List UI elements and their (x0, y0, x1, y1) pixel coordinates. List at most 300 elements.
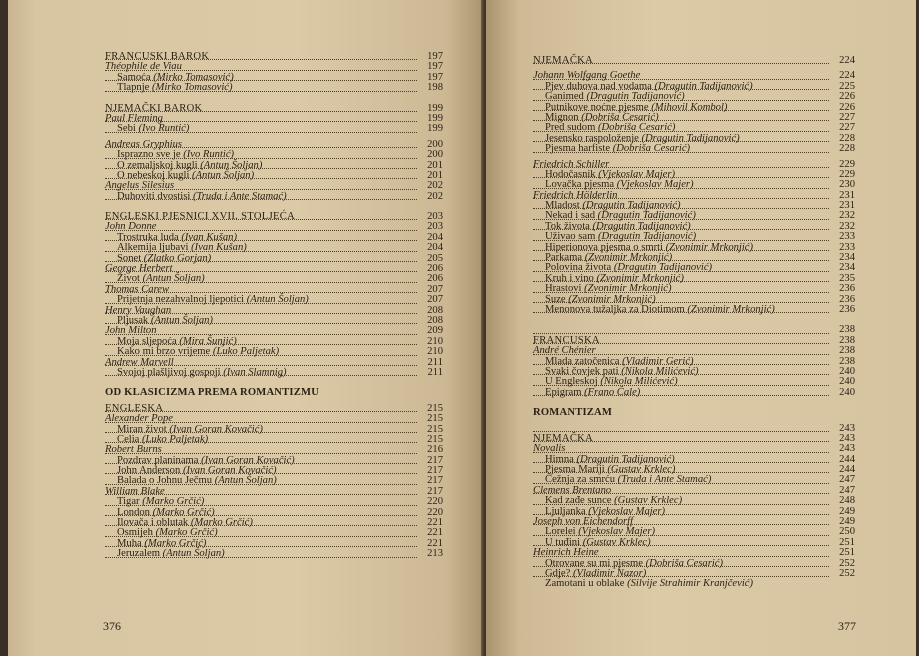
entry-title-text: Ljuljanka (545, 505, 586, 517)
translator-name: (Dobriša Cesarić) (612, 143, 691, 155)
entry-title-text: Clemens Brentano (533, 484, 612, 496)
entry-title-text: Pjev duhova nad vodama (545, 80, 652, 92)
page-number: 197 (427, 61, 443, 73)
translator-name: (Ivan Kušan) (181, 231, 237, 243)
page-number: 229 (839, 158, 855, 170)
page-number: 201 (427, 169, 443, 181)
toc-entry-title (545, 143, 693, 154)
entry-title-text: O zemaljskoj kugli (117, 159, 198, 171)
translator-name: (Dragutin Tadijanović) (654, 80, 753, 92)
translator-name: (Gustav Krklec) (607, 464, 676, 476)
entry-title-text: Suze (545, 293, 566, 305)
page-number: 206 (427, 273, 443, 285)
translator-name: (Ivo Runtić) (183, 149, 235, 161)
entry-title-text: William Blake (105, 485, 165, 497)
entry-title-text: George Herbert (105, 263, 173, 275)
page-number: 238 (839, 345, 855, 357)
entry-title-text: Parkama (545, 252, 583, 264)
page-number: 240 (839, 365, 855, 377)
page-number: 203 (427, 211, 443, 223)
toc-entry-title (545, 122, 678, 133)
toc-entry-title (533, 70, 643, 81)
toc-entry-title (117, 191, 290, 202)
entry-title-text: NJEMAČKA (533, 432, 594, 444)
toc-entry (533, 144, 855, 154)
page-number: 230 (839, 179, 855, 191)
entry-title-text: Sonet (117, 252, 142, 264)
entry-title-text: Isprazno sve je (117, 149, 181, 161)
entry-title-text: Polovina života (545, 262, 612, 274)
page-number: 215 (427, 433, 443, 445)
page-number: 209 (427, 325, 443, 337)
page-number: 243 (839, 432, 855, 444)
toc-entry-title (545, 376, 681, 387)
toc-entry-title (117, 548, 228, 559)
toc-entry-title (545, 91, 688, 102)
translator-name: (Vladimir Nazor) (572, 567, 647, 579)
entry-title-text: Kruh i vino (545, 272, 594, 284)
entry-title-text: Samoća (117, 71, 151, 83)
toc-entry-title (117, 367, 290, 378)
entry-title-text: Pozdrav planinama (117, 454, 199, 466)
translator-name: (Antun Šoljan) (200, 159, 263, 171)
page-number: 252 (839, 557, 855, 569)
translator-name: (Ivan Kušan) (191, 242, 247, 254)
entry-title-text: Tlapnje (117, 82, 150, 94)
toc-entry (105, 549, 443, 559)
right-toc (533, 56, 855, 590)
page-number: 217 (427, 454, 443, 466)
entry-title-text: FRANCUSKA (533, 334, 600, 346)
page-number: 228 (839, 143, 855, 155)
toc-entry-title (533, 324, 536, 335)
page-number: 211 (427, 366, 443, 378)
page-number: 233 (839, 241, 855, 253)
toc-entry-title (117, 346, 282, 357)
page-number: 248 (839, 495, 855, 507)
translator-name: (Antun Šoljan) (142, 273, 205, 285)
toc-entry-title (117, 160, 265, 171)
translator-name: (Gustav Krklec) (614, 495, 683, 507)
translator-name: (Dragutin Tadijanović) (597, 210, 696, 222)
entry-title-text: London (117, 506, 150, 518)
page-number: 213 (427, 548, 443, 560)
entry-title-text: Kako mi brzo vrijeme (117, 346, 211, 358)
toc-entry-title (545, 474, 714, 485)
entry-title-text: Ilovača i oblutak (117, 517, 189, 529)
page-number: 205 (427, 252, 443, 264)
toc-entry-title (545, 506, 668, 517)
page-number: 243 (839, 422, 855, 434)
page-number: 224 (839, 55, 855, 66)
entry-title-text: Prijetnja nezahvalnoj ljepotici (117, 294, 245, 306)
entry-title-text: Hiperionova pjesma o smrti (545, 241, 663, 253)
entry-title-text: Celia (117, 433, 140, 445)
page-number: 228 (839, 132, 855, 144)
dot-leader (533, 431, 829, 432)
entry-title-text: NJEMAČKI BAROK (105, 102, 203, 114)
toc-entry-title (533, 423, 536, 434)
translator-name: (Mirko Tomasović) (153, 71, 234, 83)
entry-title-text: Henry Vaughan (105, 304, 172, 316)
page-number: 227 (839, 122, 855, 134)
toc-entry-title (545, 294, 659, 305)
translator-name: (Silvije Strahimir Kranjčević) (627, 578, 754, 590)
toc-entry-title (533, 547, 602, 558)
page-number: 204 (427, 242, 443, 254)
entry-title-text: Novalis (533, 443, 566, 455)
entry-title-text: Théophile de Viau (105, 61, 182, 73)
right-page-number: 377 (838, 619, 856, 633)
translator-name: (Luko Paljetak) (212, 346, 280, 358)
entry-title-text: Zamotani u oblake (545, 578, 625, 590)
page-number: 207 (427, 283, 443, 295)
page-number: 238 (839, 355, 855, 367)
page-number: 240 (839, 376, 855, 388)
toc-entry-title (117, 527, 221, 538)
translator-name: (Vjekoslav Majer) (588, 505, 666, 517)
entry-title-text: NJEMAČKA (533, 55, 594, 66)
entry-title-text: Himna (545, 453, 574, 465)
translator-name: (Antun Šoljan) (162, 548, 225, 560)
toc-entry-title (117, 123, 192, 134)
toc-entry (105, 83, 443, 93)
page-number: 236 (839, 283, 855, 295)
entry-title-text: Život (117, 273, 140, 285)
entry-title-text: Čežnja za smrću (545, 474, 616, 486)
translator-name: (Dobriša Cesarić) (581, 111, 659, 123)
page-number: 220 (427, 506, 443, 518)
toc-entry-title (105, 61, 185, 72)
right-page (486, 0, 916, 656)
entry-title-text: Friedrich Schiller (533, 158, 610, 170)
page-number: 227 (839, 111, 855, 123)
toc-entry-title (105, 387, 322, 398)
toc-entry-title (545, 387, 643, 398)
page-number: 251 (839, 547, 855, 559)
entry-title-text: Pred sudom (545, 122, 596, 134)
toc-part-heading (105, 388, 443, 398)
translator-name: (Ivan Goran Kovačić) (169, 423, 263, 435)
translator-name: (Mirko Tomasović) (152, 82, 233, 94)
page-number: 200 (427, 138, 443, 150)
translator-name: (Vladimir Gerić) (622, 355, 694, 367)
translator-name: (Ivan Slamnig) (223, 366, 287, 378)
entry-title-text: Tok života (545, 220, 590, 232)
translator-name: (Vjekoslav Majer) (578, 526, 656, 538)
page-number: 211 (427, 356, 443, 368)
entry-title-text: Paul Fleming (105, 112, 163, 124)
toc-part-heading (533, 408, 855, 418)
entry-title-text: Johann Wolfgang Goethe (533, 70, 641, 82)
entry-title-text: Epigram (545, 386, 582, 398)
translator-name: (Dobriša Cesarić) (597, 122, 676, 134)
toc-entry-title (117, 82, 236, 93)
left-page (8, 0, 484, 656)
toc-entry-title (545, 102, 730, 113)
page-number: 200 (427, 149, 443, 161)
page-number: 233 (839, 231, 855, 243)
page-number: 202 (427, 180, 443, 192)
toc-entry-title (117, 424, 266, 435)
toc-entry-title (117, 242, 250, 253)
entry-title-text: André Chénier (533, 345, 596, 357)
toc-entry-title (117, 507, 218, 518)
page-number: 226 (839, 101, 855, 113)
translator-name: (Dragutin Tadijanović) (576, 453, 675, 465)
entry-title-text: Mignon (545, 111, 579, 123)
page-number: 198 (427, 82, 443, 94)
translator-name: (Zvonimir Mrkonjić) (665, 241, 754, 253)
page-number: 224 (839, 70, 855, 82)
translator-name: (Marko Grčić) (152, 506, 215, 518)
toc-entry-title (117, 294, 312, 305)
page-number: 206 (427, 263, 443, 275)
entry-title-text: Jeruzalem (117, 548, 160, 560)
page-number: 220 (427, 496, 443, 508)
left-page-number: 376 (103, 619, 121, 633)
entry-title-text: Lovačka pjesma (545, 179, 615, 191)
entry-title-text: Pjesma harfiste (545, 143, 611, 155)
translator-name: (Antun Šoljan) (246, 294, 309, 306)
translator-name: (Marko Grčić) (142, 496, 205, 508)
toc-entry-title (545, 526, 658, 537)
page-number: 234 (839, 252, 855, 264)
entry-title-text: Ganimed (545, 91, 584, 103)
entry-title-text: John Anderson (117, 465, 181, 477)
page-number: 210 (427, 335, 443, 347)
translator-name: (Dragutin Tadijanović) (641, 132, 740, 144)
translator-name: (Luko Paljetak) (142, 433, 209, 445)
page-number: 221 (427, 527, 443, 539)
dot-leader (533, 452, 829, 453)
toc-entry-title (105, 305, 174, 316)
entry-title-text: ROMANTIZAM (533, 407, 613, 419)
translator-name: (Zlatko Gorjan) (143, 252, 212, 264)
translator-name: (Zvonimir Mrkonjić) (687, 303, 775, 315)
entry-title-text: Kad zađe sunce (545, 495, 612, 507)
page-number: 232 (839, 210, 855, 222)
toc-entry-title (105, 413, 176, 424)
page-number: 250 (839, 526, 855, 538)
entry-title-text: Pljusak (117, 314, 149, 326)
toc-entry (105, 368, 443, 378)
toc-entry-title (105, 103, 206, 114)
entry-title-text: Svojoj plašljivoj gospoji (117, 366, 221, 378)
toc-entry (105, 192, 443, 202)
page-number: 247 (839, 474, 855, 486)
page-number: 217 (427, 465, 443, 477)
entry-title-text: Muha (117, 537, 142, 549)
page-number: 199 (427, 123, 443, 135)
page-number: 249 (839, 505, 855, 517)
translator-name: (Marko Grčić) (155, 527, 218, 539)
page-number: 199 (427, 112, 443, 124)
entry-title-text: Mladost (545, 200, 580, 212)
toc-entry-title (545, 179, 697, 190)
page-number: 217 (427, 485, 443, 497)
toc-entry-title (117, 273, 208, 284)
toc-entry-title (117, 149, 237, 160)
translator-name: (Antun Šoljan) (192, 169, 255, 181)
entry-title-text: Tigar (117, 496, 140, 508)
dot-leader (533, 333, 829, 334)
translator-name: (Marko Grčić) (190, 517, 253, 529)
entry-title-text: Robert Burns (105, 444, 162, 456)
page-number: 234 (839, 262, 855, 274)
page-number: 231 (839, 189, 855, 201)
entry-title-text: Jesensko raspoloženje (545, 132, 639, 144)
page-number: 252 (839, 567, 855, 579)
translator-name: (Truda i Ante Stamać) (617, 474, 712, 486)
translator-name: (Truda i Ante Stamać) (192, 190, 287, 202)
translator-name: (Dragutin Tadijanović) (582, 200, 681, 212)
toc-entry (533, 579, 855, 589)
entry-title-text: Duhoviti dvostisi (117, 190, 191, 202)
entry-title-text: Moja sljepoća (117, 335, 177, 347)
toc-spacer (533, 315, 855, 325)
page-number: 221 (427, 537, 443, 549)
translator-name: (Ivo Runtić) (138, 123, 190, 135)
page-number: 247 (839, 484, 855, 496)
toc-entry-title (105, 180, 177, 191)
entry-title-text: U Engleskoj (545, 376, 598, 388)
page-number: 251 (839, 536, 855, 548)
translator-name: (Zvonimir Mrkonjić) (568, 293, 656, 305)
translator-name: (Mihovil Kombol) (651, 101, 728, 113)
page-number: 231 (839, 200, 855, 212)
toc-entry (533, 305, 855, 315)
entry-title-text: Trostruka luda (117, 231, 179, 243)
page-number: 236 (839, 293, 855, 305)
page-number: 243 (839, 443, 855, 455)
page-number: 221 (427, 517, 443, 529)
translator-name: (Marko Grčić) (144, 537, 207, 549)
page-number: 225 (839, 80, 855, 92)
translator-name: (Frano Čale) (584, 386, 641, 398)
translator-name: (Nikola Milićević) (621, 365, 699, 377)
translator-name: (Ivan Goran Kovačić) (182, 465, 277, 477)
entry-title-text: Mlada zatočenica (545, 355, 620, 367)
page-number: 244 (839, 464, 855, 476)
entry-title-text: Uživao sam (545, 231, 596, 243)
toc-entry-title (545, 231, 699, 242)
page-number: 229 (839, 168, 855, 180)
entry-title-text: Friedrich Hölderlin (533, 189, 618, 201)
page-number: 226 (839, 91, 855, 103)
page-number: 240 (839, 386, 855, 398)
page-number: 217 (427, 475, 443, 487)
translator-name: (Dragutin Tadijanović) (597, 231, 697, 243)
translator-name: (Antun Šoljan) (150, 314, 213, 326)
entry-title-text: Hrastovi (545, 283, 582, 295)
toc-entry-title (105, 221, 159, 232)
page-number: 249 (839, 516, 855, 528)
entry-title-text: Miran život (117, 423, 167, 435)
page-number: 244 (839, 453, 855, 465)
translator-name: (Dragutin Tadijanović) (586, 91, 685, 103)
toc-entry-title (545, 578, 756, 589)
entry-title-text: FRANCUSKI BAROK (105, 51, 210, 62)
entry-title-text: Menonova tužaljka za Diotimom (545, 303, 685, 315)
entry-title-text: O nebeskoj kugli (117, 169, 190, 181)
toc-entry-title (117, 475, 280, 486)
toc-entry (105, 124, 443, 134)
toc-entry-title (117, 253, 214, 264)
toc-entry-title (545, 283, 675, 294)
page-number: 208 (427, 314, 443, 326)
entry-title-text: Angelus Silesius (105, 180, 175, 192)
page-number: 232 (839, 220, 855, 232)
entry-title-text: OD KLASICIZMA PREMA ROMANTIZMU (105, 387, 320, 399)
page-number: 238 (839, 334, 855, 346)
toc-entry-title (545, 304, 778, 315)
toc-section-heading (533, 56, 855, 66)
page-number: 203 (427, 221, 443, 233)
page-number: 197 (427, 51, 443, 62)
toc-entry-title (545, 262, 715, 273)
page-number: 199 (427, 102, 443, 114)
toc-entry-title (545, 558, 726, 569)
entry-title-text: Lorelei (545, 526, 576, 538)
page-number: 235 (839, 272, 855, 284)
translator-name: (Zvonimir Mrkonjić) (596, 272, 684, 284)
page-number: 197 (427, 71, 443, 83)
entry-title-text: Thomas Carew (105, 283, 170, 295)
entry-title-text: Sebi (117, 123, 136, 135)
toc-entry-title (533, 443, 568, 454)
toc-entry-title (545, 210, 699, 221)
translator-name: (Mira Šunjić) (179, 335, 237, 347)
toc-entry-title (105, 325, 160, 336)
page-number: 201 (427, 159, 443, 171)
entry-title-text: ENGLESKA (105, 402, 164, 414)
entry-title-text: Putnikove noćne pjesme (545, 101, 649, 113)
translator-name: (Ivan Goran Kovačić) (201, 454, 295, 466)
translator-name: (Antun Šoljan) (214, 475, 277, 487)
toc-section-heading (533, 434, 855, 444)
toc-entry-title (105, 357, 177, 368)
page-number: 207 (427, 294, 443, 306)
page-number: 215 (427, 402, 443, 414)
translator-name: (Nikola Milićević) (600, 376, 678, 388)
page-number: 210 (427, 346, 443, 358)
entry-title-text: Svaki čovjek pati (545, 365, 619, 377)
page-number: 208 (427, 304, 443, 316)
toc-entry-title (545, 242, 756, 253)
entry-title-text: Andrew Marvell (105, 356, 174, 368)
translator-name: (Gustav Krklec) (582, 536, 651, 548)
translator-name: (Zvonimir Mrkonjić) (584, 252, 673, 264)
left-toc (105, 52, 443, 560)
page-number: 204 (427, 231, 443, 243)
page-number: 238 (839, 324, 855, 336)
translator-name: (Dobriša Cesarić) (645, 557, 724, 569)
toc-entry-title (545, 356, 697, 367)
entry-title-text: Balada o Johnu Ječmu (117, 475, 213, 487)
entry-title-text: Otrovane su mi pjesme (545, 557, 643, 569)
translator-name: (Zvonimir Mrkonjić) (584, 283, 672, 295)
entry-title-text: Alkemija ljubavi (117, 242, 189, 254)
entry-title-text: ENGLESKI PJESNICI XVII. STOLJEĆA (105, 211, 296, 223)
toc-entry-title (533, 159, 612, 170)
entry-title-text: John Donne (105, 221, 157, 233)
entry-title-text: Alexander Pope (105, 413, 173, 425)
entry-title-text: Hodočasnik (545, 168, 596, 180)
entry-title-text: Andreas Gryphius (105, 138, 182, 150)
entry-title-text: Heinrich Heine (533, 547, 599, 559)
translator-name: (Vjekoslav Majer) (598, 168, 676, 180)
